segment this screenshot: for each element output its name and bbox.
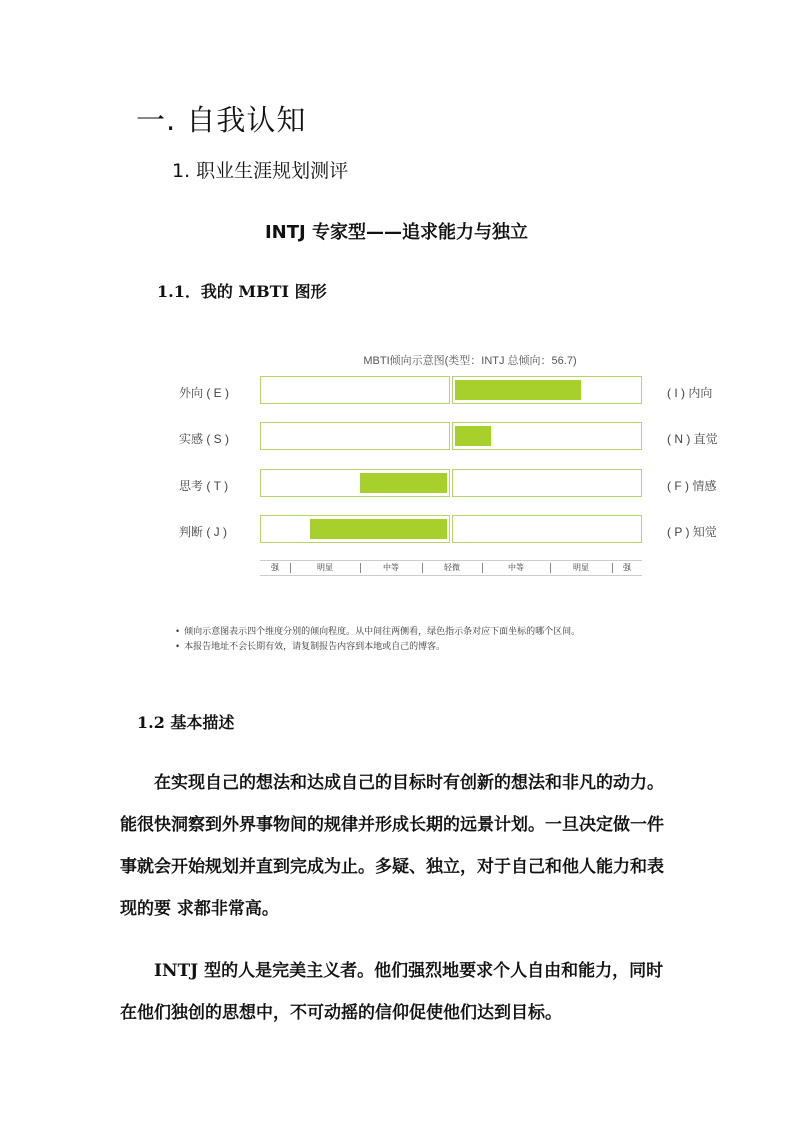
mbti-chart (170, 348, 730, 588)
dimension-row-jp (170, 515, 730, 545)
right-track (452, 469, 642, 497)
subsection-heading: 1. 职业生涯规划测评 (172, 160, 349, 182)
type-title: INTJ 专家型——追求能力与独立 (264, 222, 528, 243)
right-track (452, 376, 642, 404)
dimension-right-label: ( P ) 知觉 (667, 525, 717, 539)
scale-separator (612, 563, 613, 573)
tendency-scale (260, 560, 642, 576)
scale-label: 中等 (508, 563, 524, 572)
scale-separator (550, 563, 551, 573)
scale-separator (482, 563, 483, 573)
basic-description-heading: 1.2 基本描述 (137, 713, 235, 732)
description-paragraph: INTJ 型的人是完美主义者。他们强烈地要求个人自由和能力，同时在他们独创的思想中，不可动摇的信仰促使他们达到目标。 (120, 961, 664, 1023)
right-track (452, 422, 642, 450)
chart-title: MBTI倾向示意图(类型：INTJ 总倾向：56.7) (363, 355, 577, 367)
mbti-heading: 1.1．我的 MBTI 图形 (157, 282, 327, 301)
dimension-left-label: 思考 ( T ) (179, 479, 229, 493)
dimension-right-label: ( N ) 直觉 (667, 432, 718, 446)
description-paragraph: 在实现自己的想法和达成自己的目标时有创新的想法和非凡的动力。能很快洞察到外界事物间的规律并形成长期的远景计划。一旦决定做一件事就会开始规划并直到完成为止。多疑、独立，对于自己和他人能力和表现的要 求都非常高。 (120, 773, 664, 919)
note-item: • 倾向示意图表示四个维度分别的倾向程度。从中间往两侧看，绿色指示条对应下面坐标的哪个区间。 (176, 624, 580, 639)
scale-label: 轻微 (444, 563, 460, 572)
left-track (260, 422, 450, 450)
section-heading: 一. 自我认知 (136, 103, 307, 137)
tendency-bar (360, 473, 447, 493)
dimension-row-sn (170, 422, 730, 452)
dimension-left-label: 判断 ( J ) (179, 525, 227, 539)
scale-label: 明显 (317, 563, 333, 572)
chart-notes (176, 624, 580, 654)
tendency-bar (455, 426, 491, 446)
dimension-right-label: ( I ) 内向 (667, 386, 713, 400)
note-item: • 本报告地址不会长期有效，请复制报告内容到本地或自己的博客。 (176, 639, 580, 654)
scale-label: 明显 (573, 563, 589, 572)
dimension-left-label: 外向 ( E ) (179, 386, 229, 400)
dimension-left-label: 实感 ( S ) (179, 432, 229, 446)
scale-label: 中等 (383, 563, 399, 572)
left-track (260, 469, 450, 497)
scale-separator (422, 563, 423, 573)
scale-label: 强 (623, 563, 631, 572)
dimension-row-ei (170, 376, 730, 406)
right-track (452, 515, 642, 543)
left-track (260, 376, 450, 404)
left-track (260, 515, 450, 543)
dimension-row-tf (170, 469, 730, 499)
dimension-right-label: ( F ) 情感 (667, 479, 717, 493)
scale-separator (290, 563, 291, 573)
tendency-bar (455, 380, 581, 400)
tendency-bar (310, 519, 447, 539)
scale-label: 强 (271, 563, 279, 572)
scale-separator (360, 563, 361, 573)
